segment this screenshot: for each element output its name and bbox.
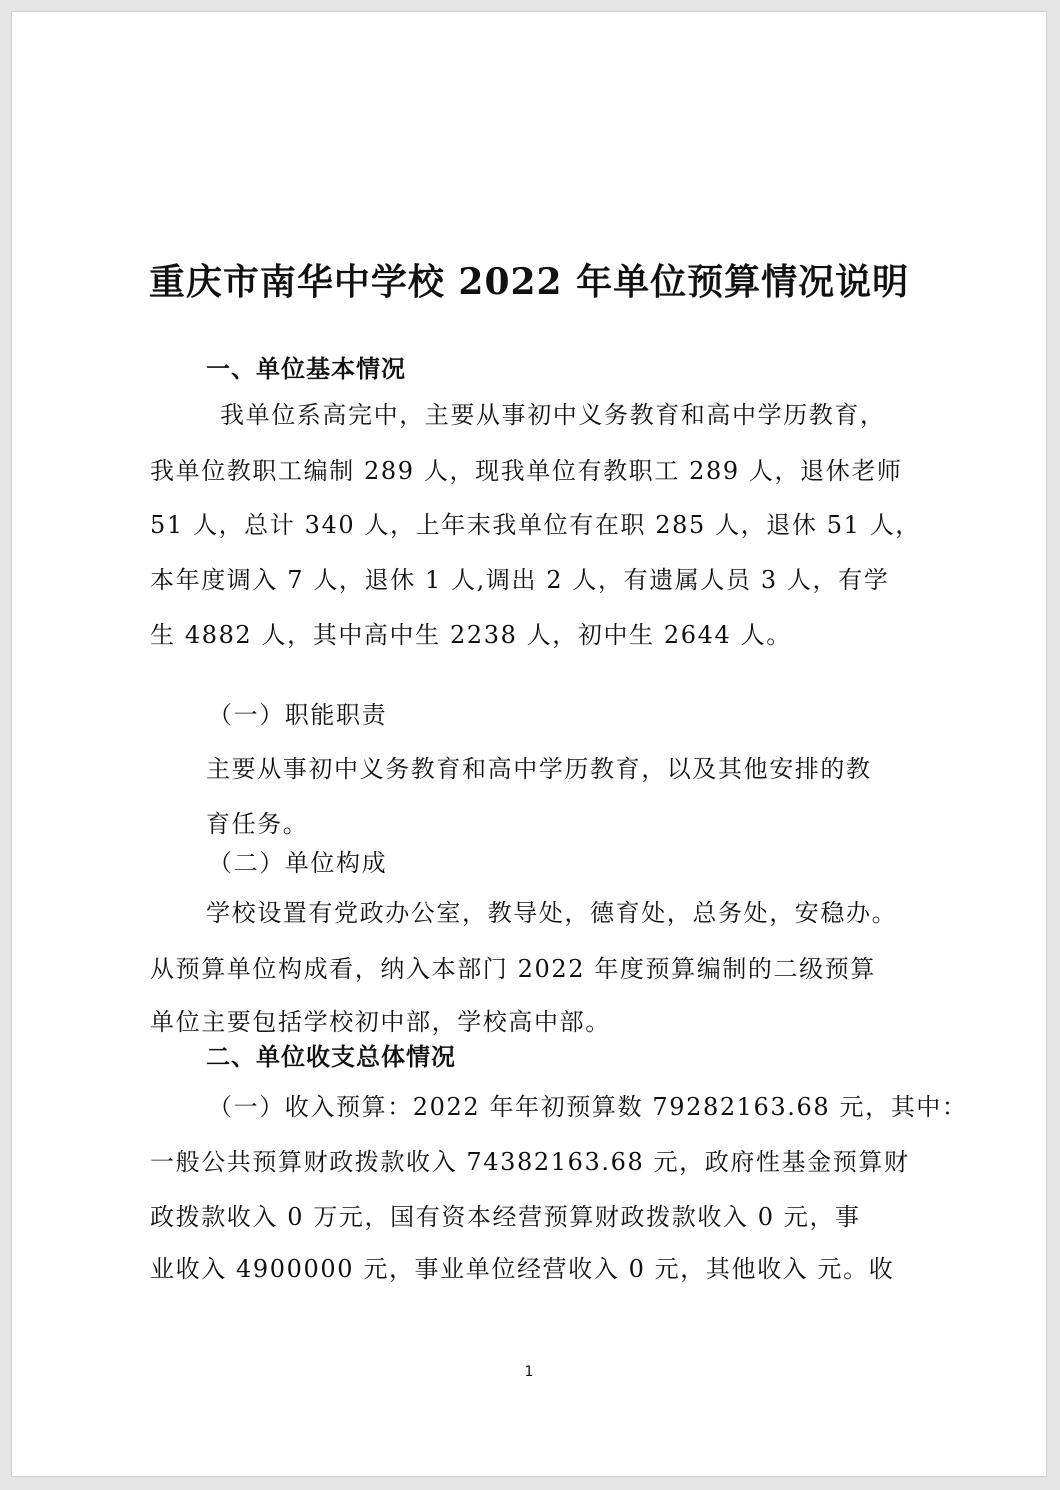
paragraph-line: 从预算单位构成看，纳入本部门 2022 年度预算编制的二级预算 — [150, 955, 876, 983]
paragraph-line: 我单位系高完中，主要从事初中义务教育和高中学历教育， — [220, 401, 886, 429]
paragraph-line: 我单位教职工编制 289 人，现我单位有教职工 289 人，退休老师 — [150, 457, 903, 485]
paragraph-line: 本年度调入 7 人，退休 1 人,调出 2 人，有遗属人员 3 人，有学 — [150, 566, 890, 594]
subsection-heading-functions: （一）职能职责 — [208, 701, 388, 729]
section-heading-basic-info: 一、单位基本情况 — [206, 355, 406, 383]
paragraph-line: （一）收入预算：2022 年年初预算数 79282163.68 元，其中： — [208, 1093, 968, 1121]
paragraph-line: 生 4882 人，其中高中生 2238 人，初中生 2644 人。 — [150, 621, 792, 649]
paragraph-line: 一般公共预算财政拨款收入 74382163.68 元，政府性基金预算财 — [150, 1148, 910, 1176]
paragraph-line: 51 人，总计 340 人，上年末我单位有在职 285 人，退休 51 人， — [150, 511, 921, 539]
paragraph-line: 业收入 4900000 元，事业单位经营收入 0 元，其他收入 元。收 — [150, 1255, 895, 1283]
document-page — [12, 12, 1046, 1476]
page-number: 1 — [524, 1364, 534, 1380]
section-heading-budget-overview: 二、单位收支总体情况 — [206, 1043, 456, 1071]
paragraph-line: 主要从事初中义务教育和高中学历教育，以及其他安排的教 — [206, 755, 872, 783]
paragraph-line: 育任务。 — [206, 810, 309, 838]
subsection-heading-structure: （二）单位构成 — [208, 849, 388, 877]
paragraph-line: 单位主要包括学校初中部，学校高中部。 — [150, 1008, 611, 1036]
paragraph-line: 学校设置有党政办公室，教导处，德育处，总务处，安稳办。 — [206, 899, 898, 927]
page-title: 重庆市南华中学校 2022 年单位预算情况说明 — [148, 261, 910, 303]
paragraph-line: 政拨款收入 0 万元，国有资本经营预算财政拨款收入 0 元，事 — [150, 1203, 861, 1231]
